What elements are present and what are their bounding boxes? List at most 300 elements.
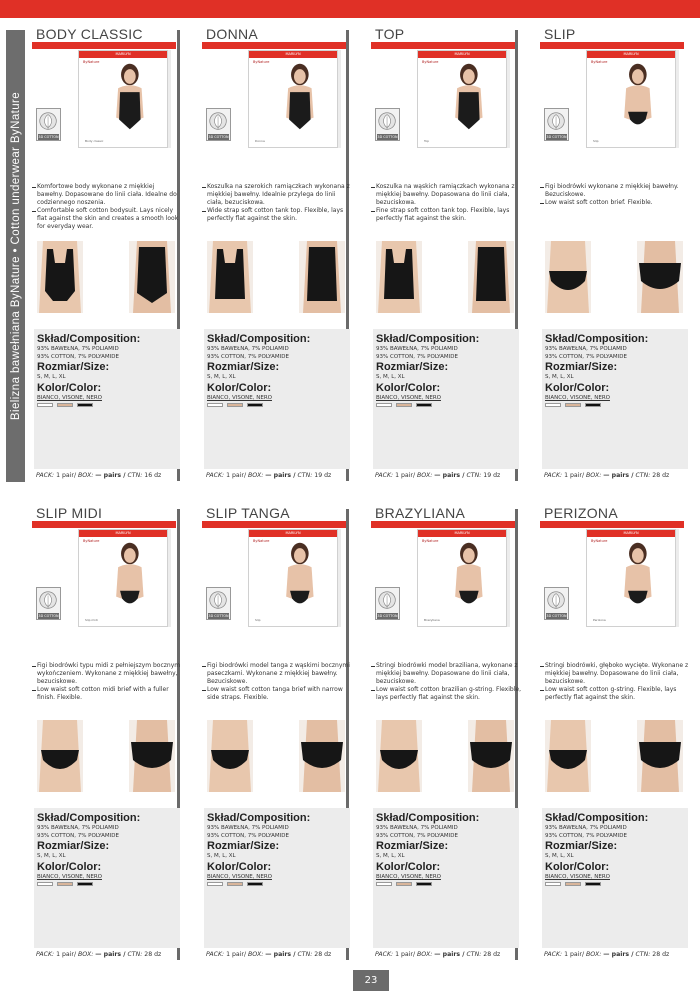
- ctn-value: 19 dz: [483, 472, 501, 479]
- swatch-bianco: [37, 882, 53, 886]
- ctn-value: 28 dz: [652, 472, 670, 479]
- back-photo: [299, 720, 345, 792]
- product-info-panel: [204, 808, 350, 948]
- cotton-badge-label: 3D COTTON: [546, 614, 567, 618]
- title-underline: [32, 42, 176, 49]
- model-photo: [79, 530, 167, 626]
- front-garment-photo: [207, 720, 253, 792]
- front-garment-photo: [545, 720, 591, 792]
- pack-info: [375, 472, 521, 479]
- color-swatches: [37, 882, 180, 886]
- composition-en: 93% COTTON, 7% POLYAMIDE: [207, 353, 289, 360]
- composition-heading: Skład/Composition:: [207, 812, 311, 824]
- back-garment-photo: [129, 241, 175, 313]
- box-label: BOX:: [78, 472, 94, 479]
- cotton-icon: [376, 109, 399, 134]
- swatch-nero: [77, 403, 93, 407]
- color-heading: Kolor/Color:: [37, 381, 102, 394]
- description-pl: Figi biodrówki model tanga z wąskimi bocznymi paseczkami. Wykonane z miękkiej bawełny. Bezuciskowe.: [202, 662, 352, 686]
- pack-value: 1 pair/: [395, 951, 416, 958]
- pack-info: [206, 951, 352, 958]
- 3d-cotton-badge: [36, 587, 61, 620]
- front-photo: [545, 720, 591, 792]
- swatch-visone: [565, 403, 581, 407]
- color-swatches: [376, 403, 519, 407]
- sizes-value: S, M, L, XL: [207, 374, 236, 380]
- swatch-bianco: [376, 403, 392, 407]
- 3d-cotton-badge: [36, 108, 61, 141]
- box-logo: ByNature: [253, 539, 270, 543]
- box-logo: ByNature: [83, 60, 100, 64]
- color-swatches: [545, 403, 688, 407]
- box-brand: MARILYN: [454, 52, 470, 56]
- ctn-value: 16 dz: [144, 472, 162, 479]
- box-product-name: Top: [424, 139, 430, 143]
- back-garment-photo: [299, 241, 345, 313]
- product-info-panel: [34, 808, 180, 948]
- ctn-label: CTN:: [635, 951, 651, 958]
- pack-label: PACK:: [375, 472, 394, 479]
- product-description: [371, 183, 521, 223]
- composition-pl: 93% BAWEŁNA, 7% POLIAMID: [545, 825, 627, 831]
- swatch-visone: [227, 882, 243, 886]
- box-value: — pairs /: [434, 951, 465, 958]
- front-photo: [207, 720, 253, 792]
- pack-label: PACK:: [544, 472, 563, 479]
- pack-value: 1 pair/: [564, 472, 585, 479]
- pack-value: 1 pair/: [564, 951, 585, 958]
- back-garment-photo: [129, 720, 175, 792]
- size-heading: Rozmiar/Size:: [37, 361, 110, 373]
- swatch-visone: [57, 882, 73, 886]
- product-description: [32, 183, 182, 231]
- back-photo: [468, 241, 514, 313]
- back-photo: [637, 241, 683, 313]
- cotton-icon: [545, 109, 568, 134]
- product-description: [202, 662, 352, 702]
- product-description: [540, 662, 690, 702]
- product-title: BRAZYLIANA: [375, 505, 466, 521]
- pack-info: [206, 472, 352, 479]
- composition-en: 93% COTTON, 7% POLYAMIDE: [37, 353, 119, 360]
- description-en: Fine strap soft cotton tank top. Flexible, lays perfectly flat against the skin.: [371, 207, 521, 223]
- product-card: [36, 505, 182, 965]
- title-underline: [540, 521, 684, 528]
- pack-label: PACK:: [36, 951, 55, 958]
- title-underline: [540, 42, 684, 49]
- swatch-nero: [77, 882, 93, 886]
- front-photo: [376, 720, 422, 792]
- color-names: BIANCO, VISONE, NERO: [545, 394, 610, 401]
- description-pl: Figi biodrówki typu midi z pełniejszym bocznym wykończeniem. Wykonane z miękkiej bawełny, bezuciskowe.: [32, 662, 182, 686]
- color-heading: Kolor/Color:: [545, 381, 610, 394]
- composition-pl: 93% BAWEŁNA, 7% POLIAMID: [376, 825, 458, 831]
- product-info-panel: [542, 808, 688, 948]
- description-en: Low waist soft cotton tanga brief with narrow side straps. Flexible.: [202, 686, 352, 702]
- product-info-panel: [542, 329, 688, 469]
- box-value: — pairs /: [265, 951, 296, 958]
- color-names: BIANCO, VISONE, NERO: [37, 873, 102, 880]
- composition-heading: Skład/Composition:: [545, 333, 649, 345]
- back-photo: [129, 241, 175, 313]
- front-garment-photo: [207, 241, 253, 313]
- box-label: BOX:: [586, 472, 602, 479]
- sizes-value: S, M, L, XL: [545, 853, 574, 859]
- product-box-image: [586, 529, 676, 627]
- ctn-label: CTN:: [127, 951, 143, 958]
- swatch-bianco: [37, 403, 53, 407]
- color-swatches: [207, 882, 350, 886]
- front-garment-photo: [376, 241, 422, 313]
- cotton-icon: [207, 588, 230, 613]
- box-value: — pairs /: [265, 472, 296, 479]
- swatch-nero: [416, 403, 432, 407]
- sidebar-text: Bielizna bawełniana ByNature • Cotton underwear ByNature: [9, 91, 22, 421]
- box-logo: ByNature: [591, 539, 608, 543]
- box-label: BOX:: [586, 951, 602, 958]
- back-photo: [299, 241, 345, 313]
- product-card: [544, 505, 690, 965]
- model-photo: [79, 51, 167, 147]
- model-photo: [418, 530, 506, 626]
- box-label: BOX:: [248, 951, 264, 958]
- product-title: PERIZONA: [544, 505, 618, 521]
- pack-value: 1 pair/: [395, 472, 416, 479]
- cotton-badge-label: 3D COTTON: [38, 614, 59, 618]
- color-names: BIANCO, VISONE, NERO: [545, 873, 610, 880]
- description-en: Wide strap soft cotton tank top. Flexible, lays perfectly flat against the skin.: [202, 207, 352, 223]
- pack-value: 1 pair/: [226, 472, 247, 479]
- size-heading: Rozmiar/Size:: [376, 840, 449, 852]
- page-number: 23: [353, 970, 389, 991]
- color-swatches: [37, 403, 180, 407]
- box-logo: ByNature: [83, 539, 100, 543]
- composition-heading: Skład/Composition:: [376, 812, 480, 824]
- ctn-value: 19 dz: [314, 472, 332, 479]
- color-names: BIANCO, VISONE, NERO: [37, 394, 102, 401]
- box-brand: MARILYN: [115, 531, 131, 535]
- description-pl: Koszulka na wąskich ramiączkach wykonana z miękkiej bawełny. Dopasowana do linii ciała, bezuciskowa.: [371, 183, 521, 207]
- model-photo: [587, 530, 675, 626]
- composition-en: 93% COTTON, 7% POLYAMIDE: [376, 832, 458, 839]
- box-value: — pairs /: [603, 472, 634, 479]
- swatch-nero: [585, 403, 601, 407]
- product-description: [540, 183, 690, 207]
- product-info-panel: [373, 329, 519, 469]
- front-garment-photo: [545, 241, 591, 313]
- title-underline: [202, 521, 346, 528]
- size-heading: Rozmiar/Size:: [545, 361, 618, 373]
- ctn-label: CTN:: [127, 472, 143, 479]
- front-garment-photo: [376, 720, 422, 792]
- box-brand: MARILYN: [115, 52, 131, 56]
- color-swatches: [376, 882, 519, 886]
- model-photo: [418, 51, 506, 147]
- description-en: Low waist soft cotton g-string. Flexible, lays perfectly flat against the skin.: [540, 686, 690, 702]
- composition-heading: Skład/Composition:: [37, 812, 141, 824]
- product-box-image: [78, 529, 168, 627]
- swatch-visone: [396, 882, 412, 886]
- title-underline: [371, 521, 515, 528]
- product-card: [544, 26, 690, 486]
- 3d-cotton-badge: [206, 587, 231, 620]
- box-brand: MARILYN: [285, 52, 301, 56]
- pack-info: [544, 472, 690, 479]
- back-photo: [637, 720, 683, 792]
- box-brand: MARILYN: [454, 531, 470, 535]
- box-product-name: Slip: [593, 139, 599, 143]
- product-title: SLIP: [544, 26, 576, 42]
- swatch-visone: [565, 882, 581, 886]
- product-title: BODY CLASSIC: [36, 26, 143, 42]
- box-brand: MARILYN: [623, 531, 639, 535]
- box-label: BOX:: [417, 472, 433, 479]
- product-card: [206, 505, 352, 965]
- product-box-image: [248, 529, 338, 627]
- sizes-value: S, M, L, XL: [376, 853, 405, 859]
- description-en: Low waist soft cotton brief. Flexible.: [540, 199, 690, 207]
- box-label: BOX:: [417, 951, 433, 958]
- ctn-value: 28 dz: [483, 951, 501, 958]
- back-garment-photo: [637, 720, 683, 792]
- sidebar-label: [6, 30, 25, 482]
- model-photo: [249, 51, 337, 147]
- front-garment-photo: [37, 241, 83, 313]
- box-logo: ByNature: [422, 539, 439, 543]
- composition-en: 93% COTTON, 7% POLYAMIDE: [545, 353, 627, 360]
- swatch-nero: [247, 882, 263, 886]
- pack-value: 1 pair/: [56, 472, 77, 479]
- pack-info: [544, 951, 690, 958]
- cotton-badge-label: 3D COTTON: [208, 135, 229, 139]
- ctn-value: 28 dz: [314, 951, 332, 958]
- color-heading: Kolor/Color:: [376, 381, 441, 394]
- back-garment-photo: [637, 241, 683, 313]
- color-heading: Kolor/Color:: [376, 860, 441, 873]
- 3d-cotton-badge: [544, 108, 569, 141]
- product-card: [375, 505, 521, 965]
- swatch-nero: [585, 882, 601, 886]
- composition-pl: 93% BAWEŁNA, 7% POLIAMID: [207, 346, 289, 352]
- composition-pl: 93% BAWEŁNA, 7% POLIAMID: [37, 346, 119, 352]
- composition-heading: Skład/Composition:: [376, 333, 480, 345]
- box-product-name: Slip: [255, 618, 261, 622]
- front-photo: [376, 241, 422, 313]
- color-heading: Kolor/Color:: [37, 860, 102, 873]
- color-names: BIANCO, VISONE, NERO: [376, 394, 441, 401]
- product-box-image: [248, 50, 338, 148]
- box-product-name: Donna: [255, 139, 265, 143]
- title-underline: [202, 42, 346, 49]
- description-pl: Figi biodrówki wykonane z miękkiej bawełny. Bezuciskowe.: [540, 183, 690, 199]
- box-logo: ByNature: [422, 60, 439, 64]
- front-photo: [37, 241, 83, 313]
- product-info-panel: [373, 808, 519, 948]
- size-heading: Rozmiar/Size:: [207, 361, 280, 373]
- ctn-label: CTN:: [635, 472, 651, 479]
- product-info-panel: [204, 329, 350, 469]
- description-en: Low waist soft cotton midi brief with a fuller finish. Flexible.: [32, 686, 182, 702]
- pack-info: [375, 951, 521, 958]
- model-photo: [587, 51, 675, 147]
- box-value: — pairs /: [434, 472, 465, 479]
- product-title: SLIP TANGA: [206, 505, 290, 521]
- product-box-image: [417, 529, 507, 627]
- product-card: [375, 26, 521, 486]
- box-label: BOX:: [78, 951, 94, 958]
- top-red-bar: [0, 0, 700, 18]
- size-heading: Rozmiar/Size:: [37, 840, 110, 852]
- swatch-bianco: [207, 882, 223, 886]
- front-photo: [207, 241, 253, 313]
- cotton-icon: [376, 588, 399, 613]
- product-box-image: [586, 50, 676, 148]
- swatch-bianco: [545, 882, 561, 886]
- swatch-bianco: [376, 882, 392, 886]
- ctn-label: CTN:: [466, 472, 482, 479]
- pack-label: PACK:: [544, 951, 563, 958]
- box-logo: ByNature: [591, 60, 608, 64]
- product-card: [36, 26, 182, 486]
- box-brand: MARILYN: [285, 531, 301, 535]
- product-box-image: [417, 50, 507, 148]
- box-product-name: Brazyliana: [424, 618, 440, 622]
- size-heading: Rozmiar/Size:: [376, 361, 449, 373]
- 3d-cotton-badge: [375, 108, 400, 141]
- 3d-cotton-badge: [544, 587, 569, 620]
- 3d-cotton-badge: [206, 108, 231, 141]
- description-en: Comfortable soft cotton bodysuit. Lays nicely flat against the skin and creates a smooth look for everyday wear.: [32, 207, 182, 231]
- 3d-cotton-badge: [375, 587, 400, 620]
- color-heading: Kolor/Color:: [207, 381, 272, 394]
- composition-heading: Skład/Composition:: [545, 812, 649, 824]
- pack-label: PACK:: [206, 951, 225, 958]
- product-box-image: [78, 50, 168, 148]
- cotton-icon: [545, 588, 568, 613]
- front-photo: [37, 720, 83, 792]
- box-logo: ByNature: [253, 60, 270, 64]
- description-pl: Stringi biodrówki model braziliana, wykonane z miękkiej bawełny. Dopasowane do linii ciała, bezuciskowe.: [371, 662, 521, 686]
- sizes-value: S, M, L, XL: [207, 853, 236, 859]
- cotton-badge-label: 3D COTTON: [38, 135, 59, 139]
- box-brand: MARILYN: [623, 52, 639, 56]
- color-heading: Kolor/Color:: [207, 860, 272, 873]
- sizes-value: S, M, L, XL: [37, 853, 66, 859]
- color-names: BIANCO, VISONE, NERO: [376, 873, 441, 880]
- color-swatches: [545, 882, 688, 886]
- back-photo: [129, 720, 175, 792]
- cotton-icon: [37, 109, 60, 134]
- composition-pl: 93% BAWEŁNA, 7% POLIAMID: [376, 346, 458, 352]
- pack-info: [36, 951, 182, 958]
- front-garment-photo: [37, 720, 83, 792]
- composition-pl: 93% BAWEŁNA, 7% POLIAMID: [545, 346, 627, 352]
- box-label: BOX:: [248, 472, 264, 479]
- sizes-value: S, M, L, XL: [376, 374, 405, 380]
- box-product-name: Perizona: [593, 618, 606, 622]
- ctn-label: CTN:: [297, 472, 313, 479]
- box-value: — pairs /: [603, 951, 634, 958]
- pack-info: [36, 472, 182, 479]
- description-pl: Koszulka na szerokich ramiączkach wykonana z miękkiej bawełny. Idealnie przylega do linii ciała, bezuciskowa.: [202, 183, 352, 207]
- pack-value: 1 pair/: [226, 951, 247, 958]
- product-title: DONNA: [206, 26, 259, 42]
- cotton-badge-label: 3D COTTON: [208, 614, 229, 618]
- composition-heading: Skład/Composition:: [207, 333, 311, 345]
- swatch-visone: [396, 403, 412, 407]
- product-description: [202, 183, 352, 223]
- composition-heading: Skład/Composition:: [37, 333, 141, 345]
- product-title: TOP: [375, 26, 405, 42]
- product-description: [371, 662, 521, 702]
- cotton-badge-label: 3D COTTON: [546, 135, 567, 139]
- pack-label: PACK:: [206, 472, 225, 479]
- ctn-label: CTN:: [297, 951, 313, 958]
- back-garment-photo: [468, 241, 514, 313]
- description-pl: Stringi biodrówki, głęboko wycięte. Wykonane z miękkiej bawełny. Dopasowane do linii ciała, bezuciskowe.: [540, 662, 690, 686]
- size-heading: Rozmiar/Size:: [545, 840, 618, 852]
- sizes-value: S, M, L, XL: [37, 374, 66, 380]
- color-heading: Kolor/Color:: [545, 860, 610, 873]
- pack-label: PACK:: [375, 951, 394, 958]
- title-underline: [371, 42, 515, 49]
- composition-en: 93% COTTON, 7% POLYAMIDE: [545, 832, 627, 839]
- product-description: [32, 662, 182, 702]
- product-card: [206, 26, 352, 486]
- cotton-badge-label: 3D COTTON: [377, 614, 398, 618]
- color-names: BIANCO, VISONE, NERO: [207, 394, 272, 401]
- pack-label: PACK:: [36, 472, 55, 479]
- box-value: — pairs /: [95, 951, 126, 958]
- model-photo: [249, 530, 337, 626]
- product-info-panel: [34, 329, 180, 469]
- swatch-bianco: [207, 403, 223, 407]
- swatch-nero: [247, 403, 263, 407]
- back-garment-photo: [468, 720, 514, 792]
- box-value: — pairs /: [95, 472, 126, 479]
- composition-pl: 93% BAWEŁNA, 7% POLIAMID: [37, 825, 119, 831]
- swatch-visone: [57, 403, 73, 407]
- description-en: Low waist soft cotton brazilian g-string. Flexible, lays perfectly flat against the skin.: [371, 686, 521, 702]
- swatch-nero: [416, 882, 432, 886]
- size-heading: Rozmiar/Size:: [207, 840, 280, 852]
- cotton-icon: [207, 109, 230, 134]
- composition-en: 93% COTTON, 7% POLYAMIDE: [376, 353, 458, 360]
- pack-value: 1 pair/: [56, 951, 77, 958]
- front-photo: [545, 241, 591, 313]
- ctn-value: 28 dz: [144, 951, 162, 958]
- cotton-icon: [37, 588, 60, 613]
- product-title: SLIP MIDI: [36, 505, 103, 521]
- ctn-value: 28 dz: [652, 951, 670, 958]
- composition-en: 93% COTTON, 7% POLYAMIDE: [207, 832, 289, 839]
- back-garment-photo: [299, 720, 345, 792]
- box-product-name: Slip midi: [85, 618, 98, 622]
- composition-pl: 93% BAWEŁNA, 7% POLIAMID: [207, 825, 289, 831]
- swatch-bianco: [545, 403, 561, 407]
- swatch-visone: [227, 403, 243, 407]
- cotton-badge-label: 3D COTTON: [377, 135, 398, 139]
- ctn-label: CTN:: [466, 951, 482, 958]
- box-product-name: Body classic: [85, 139, 104, 143]
- color-swatches: [207, 403, 350, 407]
- composition-en: 93% COTTON, 7% POLYAMIDE: [37, 832, 119, 839]
- color-names: BIANCO, VISONE, NERO: [207, 873, 272, 880]
- sizes-value: S, M, L, XL: [545, 374, 574, 380]
- back-photo: [468, 720, 514, 792]
- title-underline: [32, 521, 176, 528]
- description-pl: Komfortowe body wykonane z miękkiej bawełny. Dopasowane do linii ciała. Idealne do codziennego noszenia.: [32, 183, 182, 207]
